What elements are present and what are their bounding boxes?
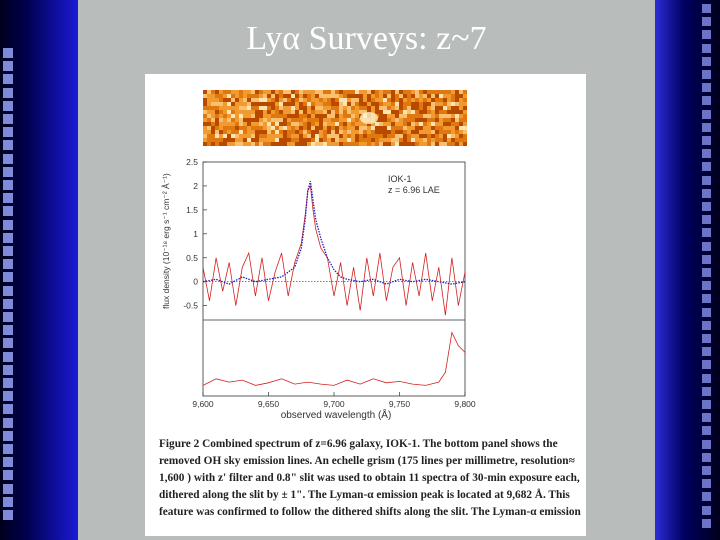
decor-square <box>3 497 13 507</box>
y-tick-label: 2.5 <box>186 157 198 167</box>
decor-square <box>702 281 711 290</box>
decor-square <box>702 334 711 343</box>
decor-square <box>3 378 13 388</box>
decor-square <box>3 180 13 190</box>
x-tick-label: 9,650 <box>257 399 280 409</box>
decor-square <box>3 352 13 362</box>
decor-square <box>702 136 711 145</box>
x-tick-label: 9,700 <box>323 399 345 409</box>
decor-square <box>3 431 13 441</box>
decor-square <box>3 48 13 58</box>
decor-square <box>3 457 13 467</box>
decor-square <box>702 57 711 66</box>
caption-line: feature was confirmed to follow the dithered shifts along the slit. The Lyman-α emission <box>159 506 581 518</box>
legend-object-label: IOK-1 <box>388 174 412 184</box>
decor-square <box>3 325 13 335</box>
2d-spectrum-image <box>203 90 467 146</box>
x-tick-label: 9,800 <box>454 399 476 409</box>
decor-square <box>3 404 13 414</box>
decor-square <box>702 479 711 488</box>
decor-square <box>3 101 13 111</box>
caption-line: Figure 2 Combined spectrum of z=6.96 galaxy, IOK-1. The bottom panel shows the <box>159 438 558 450</box>
decor-square <box>3 193 13 203</box>
decor-square <box>3 444 13 454</box>
x-tick-label: 9,750 <box>388 399 411 409</box>
figure-caption <box>159 436 579 521</box>
decor-square <box>702 215 711 224</box>
right-decor-squares <box>702 4 716 534</box>
y-tick-label: 1.5 <box>186 204 198 215</box>
decor-square <box>3 272 13 282</box>
plot-frame <box>203 162 465 396</box>
decor-square <box>702 308 711 317</box>
decor-square <box>3 484 13 494</box>
y-tick-label: 2 <box>193 180 198 191</box>
slide-title: Lyα Surveys: z~7 <box>246 20 487 57</box>
decor-square <box>3 510 13 520</box>
decor-square <box>702 202 711 211</box>
decor-square <box>702 453 711 462</box>
decor-square <box>702 387 711 396</box>
decor-square <box>3 220 13 230</box>
decor-square <box>3 61 13 71</box>
decor-square <box>702 123 711 132</box>
decor-square <box>3 470 13 480</box>
decor-square <box>702 83 711 92</box>
decor-square <box>702 17 711 26</box>
decor-square <box>702 466 711 475</box>
paper-figure <box>145 74 586 536</box>
y-tick-label: 0.5 <box>186 252 198 263</box>
decor-square <box>3 418 13 428</box>
decor-square <box>702 4 711 13</box>
decor-square <box>702 189 711 198</box>
y-axis-label: flux density (10⁻¹⁸ erg s⁻¹ cm⁻² Å⁻¹) <box>161 173 171 309</box>
decor-square <box>702 413 711 422</box>
decor-square <box>702 400 711 409</box>
decor-square <box>702 242 711 251</box>
decor-square <box>702 506 711 515</box>
decor-square <box>702 30 711 39</box>
decor-square <box>3 286 13 296</box>
decor-square <box>3 127 13 137</box>
x-tick-label: 9,600 <box>192 399 214 409</box>
x-axis-label: observed wavelength (Å) <box>280 410 392 421</box>
decor-square <box>3 233 13 243</box>
decor-square <box>702 162 711 171</box>
decor-square <box>702 360 711 369</box>
decor-square <box>702 268 711 277</box>
decor-square <box>3 114 13 124</box>
decor-square <box>3 259 13 269</box>
decor-square <box>3 140 13 150</box>
decor-square <box>3 246 13 256</box>
decor-square <box>702 228 711 237</box>
decor-square <box>3 88 13 98</box>
series-red-spectrum <box>203 186 465 315</box>
decor-square <box>3 391 13 401</box>
decor-square <box>3 312 13 322</box>
decor-square <box>3 338 13 348</box>
caption-line: removed OH sky emission lines. An echelle grism (175 lines per millimetre, resolution≈ <box>159 455 575 467</box>
decor-square <box>702 519 711 528</box>
legend-redshift-label: z = 6.96 LAE <box>388 185 440 195</box>
decor-square <box>3 299 13 309</box>
decor-square <box>702 294 711 303</box>
left-decor-squares <box>3 48 21 528</box>
decor-square <box>702 426 711 435</box>
decor-square <box>702 96 711 105</box>
decor-square <box>702 44 711 53</box>
decor-square <box>702 255 711 264</box>
spectrum-plot <box>145 154 586 424</box>
y-tick-label: 1 <box>193 228 198 239</box>
caption-line: dithered along the slit by ± 1". The Lyman-α emission peak is located at 9,682 Å. This <box>159 489 570 501</box>
decor-square <box>3 167 13 177</box>
decor-square <box>3 74 13 84</box>
caption-line: 1,600 ) with z' filter and 0.8" slit was used to obtain 11 spectra of 30-min exposure each, <box>159 472 580 484</box>
y-tick-label: -0.5 <box>183 300 198 311</box>
decor-square <box>702 70 711 79</box>
decor-square <box>702 374 711 383</box>
decor-square <box>702 492 711 501</box>
decor-square <box>702 149 711 158</box>
decor-square <box>702 321 711 330</box>
decor-square <box>702 110 711 119</box>
decor-square <box>3 365 13 375</box>
y-tick-label: 0 <box>193 276 198 287</box>
series-sky-lines <box>203 333 465 386</box>
decor-square <box>702 440 711 449</box>
decor-square <box>702 176 711 185</box>
decor-square <box>3 154 13 164</box>
decor-square <box>3 206 13 216</box>
decor-square <box>702 347 711 356</box>
